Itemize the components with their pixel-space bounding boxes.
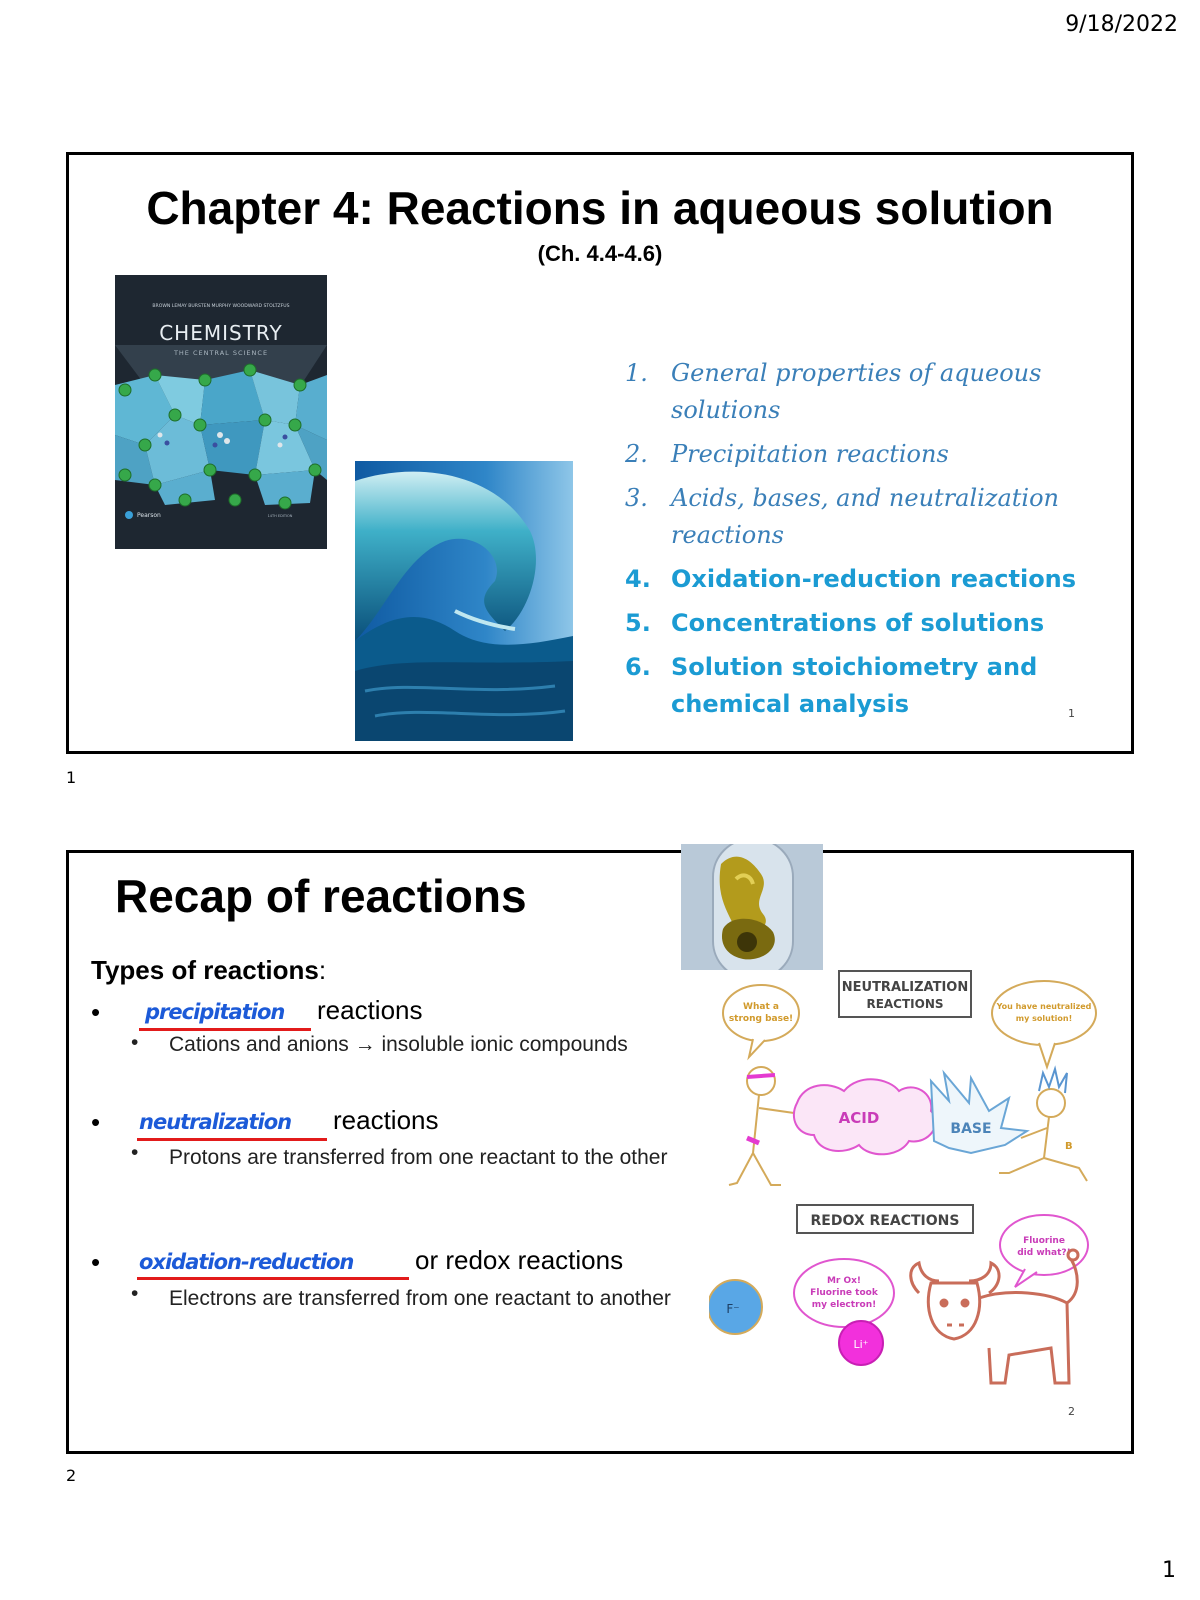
reaction-suffix: reactions (333, 1105, 439, 1135)
reaction-suffix: reactions (317, 995, 423, 1025)
page-number: 1 (1162, 1558, 1176, 1583)
reactions-cartoon (709, 963, 1109, 1413)
topic-number: 1. (625, 359, 648, 387)
reaction-detail: Electrons are transferred from one reactant to another (169, 1287, 671, 1310)
base-splash (931, 1073, 1027, 1153)
slide-2-title: Recap of reactions (115, 870, 527, 922)
topic-number: 4. (625, 565, 651, 593)
slide-1 (66, 152, 1134, 754)
speech-lithium-line2: Fluorine took (810, 1288, 878, 1298)
slide-2 (66, 850, 1134, 1454)
topic-text: Acids, bases, and neutralization reactions (671, 484, 1059, 549)
topic-text: Precipitation reactions (671, 440, 949, 468)
book-title: CHEMISTRY (159, 321, 283, 345)
book-edition: 14TH EDITION (267, 514, 293, 518)
speech-bull-line2: did what?! (1017, 1248, 1071, 1258)
speech-bull-line1: Fluorine (1023, 1236, 1065, 1246)
neutralization-label-line2: REACTIONS (866, 997, 944, 1011)
book-publisher: Pearson (137, 512, 161, 519)
speech-lithium-line1: Mr Ox! (826, 1276, 862, 1286)
reaction-detail: Cations and anions → insoluble ionic compounds (169, 1033, 628, 1056)
speech-left-line1: What a (743, 1002, 779, 1012)
topic-item (625, 480, 1105, 554)
handwritten-precipitation: precipitation (145, 1000, 285, 1024)
red-underline (137, 1138, 327, 1141)
slide-1-caption-number: 1 (66, 768, 77, 787)
speech-lithium-line3: my electron! (811, 1300, 877, 1310)
book-authors: BROWN LEMAY BURSTEN MURPHY WOODWARD STOLTZFUS (152, 304, 290, 309)
topic-item (625, 649, 1105, 723)
sub-bullet-dot: • (131, 1282, 139, 1305)
bullet-dot: • (91, 1107, 101, 1137)
acid-label: ACID (838, 1109, 880, 1127)
reaction-detail: Protons are transferred from one reactant to the other (169, 1146, 668, 1169)
bullet-dot: • (91, 997, 101, 1027)
speech-bubble-left (723, 985, 799, 1041)
types-heading-text: Types of reactions (91, 955, 319, 985)
print-date: 9/18/2022 (1065, 12, 1178, 37)
book-subtitle: THE CENTRAL SCIENCE (173, 349, 269, 357)
slide-1-title: Chapter 4: Reactions in aqueous solution (146, 182, 1054, 234)
topic-text: Oxidation-reduction reactions (671, 565, 1077, 593)
acid-character (729, 1067, 794, 1185)
textbook-cover-image (115, 275, 327, 549)
topic-item (625, 355, 1105, 429)
types-heading (91, 955, 326, 986)
base-character (999, 1069, 1087, 1181)
speech-right-line1: You have neutralized (996, 1002, 1092, 1011)
topic-number: 6. (625, 653, 651, 681)
types-heading-colon: : (318, 955, 327, 985)
topic-text: General properties of aqueous solutions (671, 359, 1042, 424)
fluoride-label: F⁻ (726, 1302, 740, 1316)
topic-text: Concentrations of solutions (671, 609, 1045, 637)
topic-item (625, 436, 1105, 473)
topic-number: 3. (625, 484, 648, 512)
slide-1-number: 1 (1068, 707, 1075, 720)
base-label: BASE (950, 1121, 992, 1137)
topic-number: 2. (625, 440, 648, 468)
topic-list (625, 355, 1105, 730)
red-underline (137, 1277, 409, 1280)
handwritten-oxidation-reduction: oxidation-reduction (139, 1250, 354, 1274)
topic-number: 5. (625, 609, 651, 637)
topic-text: Solution stoichiometry and chemical analysis (671, 653, 1038, 718)
topic-item (625, 561, 1105, 598)
red-underline (139, 1028, 311, 1031)
handwritten-neutralization: neutralization (139, 1110, 292, 1134)
sub-bullet-dot: • (131, 1031, 139, 1054)
lithium-label: Li⁺ (853, 1338, 869, 1351)
speech-left-line2: strong base! (728, 1014, 794, 1024)
topic-item (625, 605, 1105, 642)
reaction-suffix: or redox reactions (415, 1245, 624, 1275)
slide-2-number: 2 (1068, 1405, 1075, 1418)
base-letter: B (1065, 1141, 1073, 1152)
sub-bullet-dot: • (131, 1141, 139, 1164)
neutralization-label-line1: NEUTRALIZATION (841, 980, 969, 995)
speech-bubble-right (992, 981, 1096, 1045)
textbook-cover-art (115, 275, 327, 549)
slide-2-caption-number: 2 (66, 1466, 77, 1485)
slide-1-subtitle: (Ch. 4.4-4.6) (537, 241, 663, 266)
test-tube-photo (681, 844, 823, 970)
ocean-wave-image (355, 461, 573, 741)
bullet-dot: • (91, 1247, 101, 1277)
redox-label: REDOX REACTIONS (810, 1213, 960, 1229)
speech-right-line2: my solution! (1015, 1014, 1073, 1023)
